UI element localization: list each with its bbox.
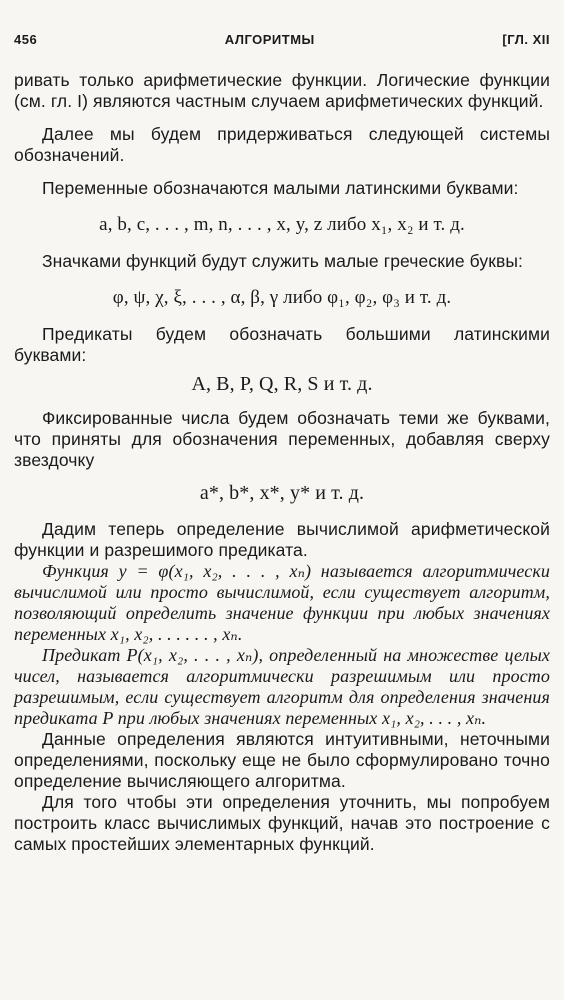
paragraph: Дадим теперь определение вычислимой арифметической функции и разрешимого предиката.: [14, 519, 550, 560]
formula-greek-functions: φ, ψ, χ, ξ, . . . , α, β, γ либо φ₁, φ₂, φ₃ и т. д.: [112, 287, 452, 308]
paragraph: Значками функций будут служить малые греческие буквы:: [42, 251, 524, 271]
formula-latin-variables: a, b, c, . . . , m, n, . . . , x, y, z либо x₁, x₂ и т. д.: [99, 214, 465, 235]
definition-decidable-predicate: Предикат P(x₁, x₂, . . . , xₙ), определенный на множестве целых чисел, называется алгоритмически разрешимым или просто разрешимым, если существует алгоритм для определения значения предиката P при любых значениях переменных x₁, x₂, . . . , xₙ.: [14, 645, 550, 728]
definition-computable-function: Функция y = φ(x₁, x₂, . . . , xₙ) называется алгоритмически вычислимой или просто вычислимой, если существует алгоритм, позволяющий определить значение функции при любых значениях переменных x₁, x₂, . . . . . . , xₙ.: [14, 561, 550, 644]
paragraph: Далее мы будем придерживаться следующей системы обозначений.: [14, 124, 550, 165]
paragraph: Предикаты будем обозначать большими латинскими буквами:: [14, 324, 550, 365]
formula-predicates: A, B, P, Q, R, S и т. д.: [191, 373, 373, 395]
page-number: 456: [14, 32, 38, 47]
paragraph: Данные определения являются интуитивными, неточными определениями, поскольку еще не было сформулировано точно определение вычисляющего алгоритма.: [14, 729, 550, 791]
formula-fixed-numbers: a*, b*, x*, y* и т. д.: [199, 482, 365, 504]
paragraph: Фиксированные числа будем обозначать теми же буквами, что приняты для обозначения переменных, добавляя сверху звездочку: [14, 408, 550, 470]
paragraph: Для того чтобы эти определения уточнить, мы попробуем построить класс вычислимых функций, начав это построение с самых простейших элементарных функций.: [14, 792, 550, 854]
chapter-label: [ГЛ. XII: [502, 32, 550, 47]
paragraph: Переменные обозначаются малыми латинскими буквами:: [42, 178, 519, 198]
paragraph: ривать только арифметические функции. Логические функции (см. гл. I) являются частным случаем арифметических функций.: [14, 70, 550, 111]
running-header: [14, 32, 550, 47]
page-body: [14, 70, 550, 855]
running-title: АЛГОРИТМЫ: [224, 32, 315, 47]
